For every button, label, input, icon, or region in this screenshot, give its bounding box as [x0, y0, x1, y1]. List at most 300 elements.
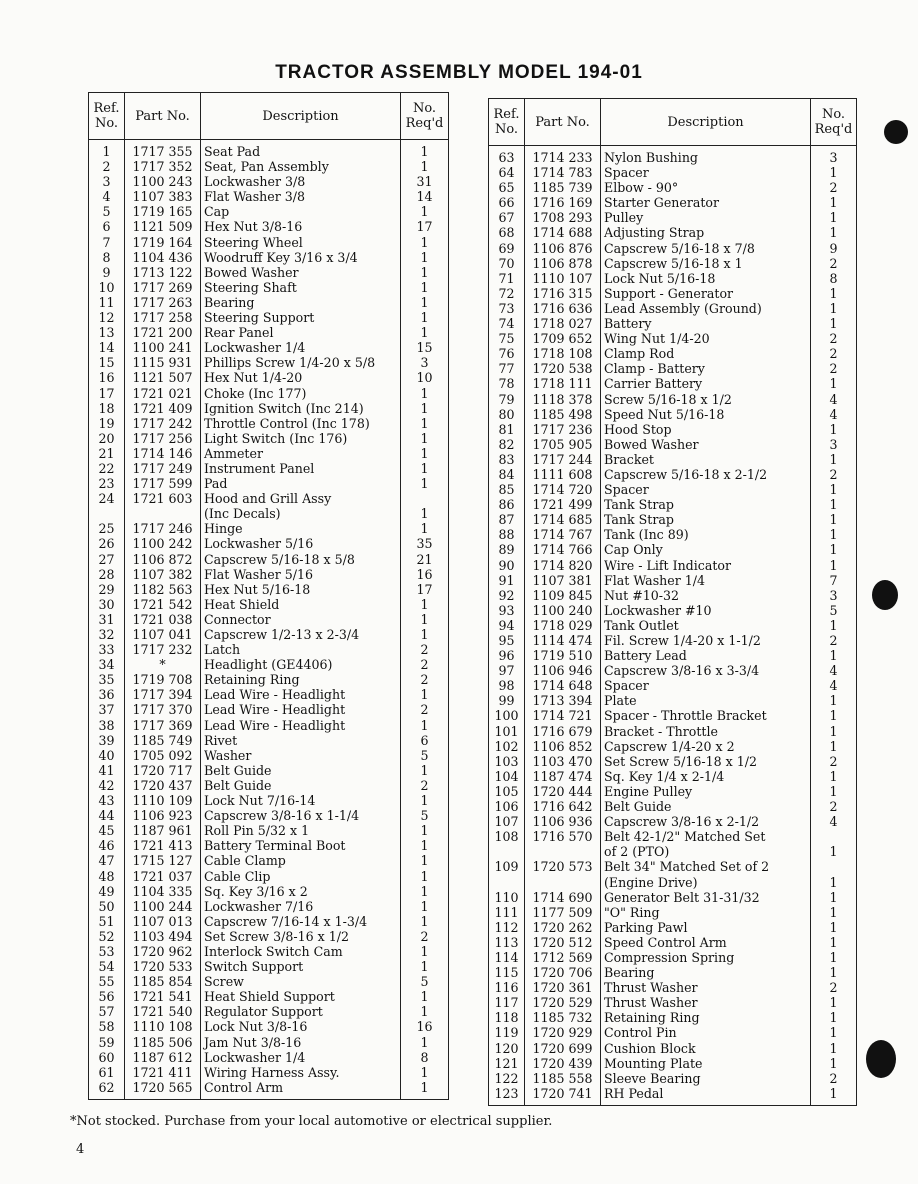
ref-number: 17: [89, 386, 125, 401]
table-row: [89, 386, 449, 401]
table-row: [89, 159, 449, 174]
description: Screw 5/16-18 x 1/2: [601, 392, 811, 407]
quantity: 8: [811, 271, 857, 286]
quantity: 15: [401, 340, 449, 355]
part-number: 1717 258: [125, 310, 201, 325]
table-row: [489, 1086, 857, 1106]
part-number: 1720 565: [125, 1080, 201, 1100]
part-number: 1104 335: [125, 884, 201, 899]
ref-number: 88: [489, 527, 525, 542]
part-number: 1717 249: [125, 461, 201, 476]
parts-table-right-body: [489, 146, 857, 1106]
table-row: [89, 370, 449, 385]
ref-number: 25: [89, 521, 125, 536]
table-row: [89, 250, 449, 265]
description: Lockwasher 5/16: [201, 536, 401, 551]
part-number: 1717 599: [125, 476, 201, 491]
part-number: 1106 936: [525, 814, 601, 829]
description: Seat, Pan Assembly: [201, 159, 401, 174]
table-row: [489, 422, 857, 437]
table-row: [489, 965, 857, 980]
table-row: [489, 980, 857, 995]
part-number: 1187 961: [125, 823, 201, 838]
header-ref: Ref. No.: [89, 93, 125, 140]
quantity: 2: [811, 799, 857, 814]
ref-number: 13: [89, 325, 125, 340]
part-number: 1716 642: [525, 799, 601, 814]
ref-number: 58: [89, 1019, 125, 1034]
description: "O" Ring: [601, 905, 811, 920]
ref-number: 28: [89, 567, 125, 582]
ref-number: 3: [89, 174, 125, 189]
table-row: [89, 174, 449, 189]
part-number: 1716 570: [525, 829, 601, 844]
part-number: 1716 679: [525, 724, 601, 739]
ref-number: 78: [489, 376, 525, 391]
table-row: [89, 552, 449, 567]
table-row: [489, 678, 857, 693]
ref-number: 62: [89, 1080, 125, 1100]
part-number: 1103 470: [525, 754, 601, 769]
ref-number: 47: [89, 853, 125, 868]
quantity: 4: [811, 392, 857, 407]
ref-number: 38: [89, 718, 125, 733]
description: Heat Shield Support: [201, 989, 401, 1004]
page-number: 4: [76, 1142, 85, 1157]
part-number: 1719 164: [125, 235, 201, 250]
table-row: [89, 1019, 449, 1034]
part-number: 1720 962: [125, 944, 201, 959]
part-number: 1705 905: [525, 437, 601, 452]
table-row: [489, 195, 857, 210]
quantity: 1: [811, 1086, 857, 1106]
part-number: 1714 721: [525, 708, 601, 723]
description: Compression Spring: [601, 950, 811, 965]
table-row: [489, 542, 857, 557]
quantity: 1: [811, 301, 857, 316]
ref-number: 9: [89, 265, 125, 280]
description: Spacer - Throttle Bracket: [601, 708, 811, 723]
ref-number: 16: [89, 370, 125, 385]
description: Lead Assembly (Ground): [601, 301, 811, 316]
header-description: Description: [201, 93, 401, 140]
quantity: 1: [401, 884, 449, 899]
table-row: [89, 355, 449, 370]
ref-number: 56: [89, 989, 125, 1004]
quantity: 1: [811, 542, 857, 557]
ref-number: 100: [489, 708, 525, 723]
description: Lockwasher 1/4: [201, 1050, 401, 1065]
quantity: 1: [811, 452, 857, 467]
part-number: 1716 169: [525, 195, 601, 210]
description: Hex Nut 1/4-20: [201, 370, 401, 385]
ref-number: 68: [489, 225, 525, 240]
description: Battery Lead: [601, 648, 811, 663]
quantity: 4: [811, 678, 857, 693]
part-number: 1720 573: [525, 859, 601, 874]
part-number: 1718 027: [525, 316, 601, 331]
ref-number: 95: [489, 633, 525, 648]
quantity: 1: [401, 461, 449, 476]
quantity: 8: [401, 1050, 449, 1065]
part-number: 1720 529: [525, 995, 601, 1010]
ref-number: 20: [89, 431, 125, 446]
part-number: 1714 767: [525, 527, 601, 542]
ref-number: 12: [89, 310, 125, 325]
table-row: [489, 165, 857, 180]
table-row: [489, 995, 857, 1010]
ref-number: 98: [489, 678, 525, 693]
table-row: [489, 346, 857, 361]
ref-number: 6: [89, 219, 125, 234]
table-row: [89, 1065, 449, 1080]
quantity: 2: [811, 331, 857, 346]
table-row: [89, 295, 449, 310]
ref-number: 34: [89, 657, 125, 672]
ref-number: 42: [89, 778, 125, 793]
ref-number: 69: [489, 241, 525, 256]
table-row: [89, 793, 449, 808]
description: Lockwasher 3/8: [201, 174, 401, 189]
ref-number: 63: [489, 146, 525, 166]
part-number: 1107 013: [125, 914, 201, 929]
ref-number: 81: [489, 422, 525, 437]
table-row: [489, 286, 857, 301]
quantity: 1: [401, 899, 449, 914]
ref-number: [89, 506, 125, 521]
description: Connector: [201, 612, 401, 627]
quantity: 1: [811, 1010, 857, 1025]
table-row: [89, 189, 449, 204]
quantity: 1: [811, 1025, 857, 1040]
description: Support - Generator: [601, 286, 811, 301]
table-row: [89, 325, 449, 340]
table-row: [489, 1025, 857, 1040]
ref-number: 82: [489, 437, 525, 452]
part-number: 1721 542: [125, 597, 201, 612]
table-row: [489, 693, 857, 708]
ref-number: 15: [89, 355, 125, 370]
quantity: 1: [401, 476, 449, 491]
part-number: 1716 315: [525, 286, 601, 301]
part-number: 1185 558: [525, 1071, 601, 1086]
description: Adjusting Strap: [601, 225, 811, 240]
table-row: [89, 506, 449, 521]
quantity: 10: [401, 370, 449, 385]
ref-number: 115: [489, 965, 525, 980]
ref-number: 19: [89, 416, 125, 431]
ref-number: 85: [489, 482, 525, 497]
description: Capscrew 5/16-18 x 2-1/2: [601, 467, 811, 482]
quantity: 14: [401, 189, 449, 204]
part-number: 1714 146: [125, 446, 201, 461]
description: Capscrew 7/16-14 x 1-3/4: [201, 914, 401, 929]
description: Speed Control Arm: [601, 935, 811, 950]
table-row: [489, 905, 857, 920]
quantity: 1: [401, 944, 449, 959]
description: Hood and Grill Assy: [201, 491, 401, 506]
part-number: 1719 165: [125, 204, 201, 219]
quantity: 2: [811, 754, 857, 769]
ref-number: 79: [489, 392, 525, 407]
quantity: 2: [811, 346, 857, 361]
description: Belt 34" Matched Set of 2: [601, 859, 811, 874]
description: Steering Support: [201, 310, 401, 325]
table-row: [89, 763, 449, 778]
part-number: 1713 122: [125, 265, 201, 280]
ref-number: 77: [489, 361, 525, 376]
quantity: 4: [811, 407, 857, 422]
description: Wing Nut 1/4-20: [601, 331, 811, 346]
ref-number: 120: [489, 1041, 525, 1056]
footnote: *Not stocked. Purchase from your local automotive or electrical supplier.: [70, 1114, 553, 1129]
description: Plate: [601, 693, 811, 708]
table-row: [89, 748, 449, 763]
binder-hole-mark: [866, 1040, 896, 1078]
ref-number: 30: [89, 597, 125, 612]
part-number: 1121 507: [125, 370, 201, 385]
quantity: 31: [401, 174, 449, 189]
table-row: [89, 959, 449, 974]
part-number: 1717 355: [125, 140, 201, 160]
table-row: [89, 597, 449, 612]
quantity: 1: [811, 769, 857, 784]
quantity: 1: [401, 853, 449, 868]
table-row: [489, 648, 857, 663]
quantity: 2: [811, 980, 857, 995]
table-row: [89, 265, 449, 280]
ref-number: 74: [489, 316, 525, 331]
quantity: 5: [401, 748, 449, 763]
ref-number: 89: [489, 542, 525, 557]
description: Capscrew 3/8-16 x 1-1/4: [201, 808, 401, 823]
table-row: [489, 1071, 857, 1086]
table-row: [489, 950, 857, 965]
ref-number: 105: [489, 784, 525, 799]
quantity: 1: [401, 1065, 449, 1080]
ref-number: 61: [89, 1065, 125, 1080]
ref-number: 55: [89, 974, 125, 989]
part-number: 1717 269: [125, 280, 201, 295]
quantity: 1: [401, 793, 449, 808]
ref-number: 31: [89, 612, 125, 627]
part-number: 1705 092: [125, 748, 201, 763]
description: Set Screw 5/16-18 x 1/2: [601, 754, 811, 769]
table-row: [89, 446, 449, 461]
quantity: 1: [401, 401, 449, 416]
part-number: 1187 474: [525, 769, 601, 784]
part-number: 1721 409: [125, 401, 201, 416]
header-ref: Ref. No.: [489, 99, 525, 146]
ref-number: 35: [89, 672, 125, 687]
table-row: [489, 256, 857, 271]
description: Lead Wire - Headlight: [201, 687, 401, 702]
description: Capscrew 3/8-16 x 3-3/4: [601, 663, 811, 678]
ref-number: 29: [89, 582, 125, 597]
description: Tank Strap: [601, 512, 811, 527]
quantity: 1: [811, 422, 857, 437]
description: Capscrew 1/4-20 x 2: [601, 739, 811, 754]
table-row: [89, 521, 449, 536]
quantity: 1: [401, 823, 449, 838]
quantity: 1: [401, 838, 449, 853]
ref-number: 96: [489, 648, 525, 663]
part-number: 1717 242: [125, 416, 201, 431]
ref-number: 67: [489, 210, 525, 225]
part-number: 1106 923: [125, 808, 201, 823]
header-description: Description: [601, 99, 811, 146]
ref-number: 111: [489, 905, 525, 920]
table-row: [89, 536, 449, 551]
part-number: 1106 876: [525, 241, 601, 256]
ref-number: 108: [489, 829, 525, 844]
description: Mounting Plate: [601, 1056, 811, 1071]
description: Cap Only: [601, 542, 811, 557]
quantity: 1: [401, 310, 449, 325]
description: Cable Clamp: [201, 853, 401, 868]
ref-number: 121: [489, 1056, 525, 1071]
description: RH Pedal: [601, 1086, 811, 1106]
quantity: 4: [811, 663, 857, 678]
quantity: 5: [401, 808, 449, 823]
quantity: 1: [811, 920, 857, 935]
table-row: [489, 512, 857, 527]
ref-number: 46: [89, 838, 125, 853]
quantity: 1: [811, 905, 857, 920]
part-number: 1717 232: [125, 642, 201, 657]
part-number: 1720 741: [525, 1086, 601, 1106]
description: Capscrew 5/16-18 x 1: [601, 256, 811, 271]
table-row: [89, 989, 449, 1004]
description: Capscrew 3/8-16 x 2-1/2: [601, 814, 811, 829]
quantity: [401, 491, 449, 506]
description: Ignition Switch (Inc 214): [201, 401, 401, 416]
description: Lockwasher 1/4: [201, 340, 401, 355]
part-number: 1721 603: [125, 491, 201, 506]
ref-number: 44: [89, 808, 125, 823]
ref-number: 71: [489, 271, 525, 286]
description: Belt Guide: [201, 763, 401, 778]
quantity: 1: [811, 648, 857, 663]
header-part: Part No.: [125, 93, 201, 140]
description: Pulley: [601, 210, 811, 225]
table-row: [89, 280, 449, 295]
quantity: 1: [401, 687, 449, 702]
ref-number: 104: [489, 769, 525, 784]
description: Cushion Block: [601, 1041, 811, 1056]
table-row: [489, 708, 857, 723]
quantity: 1: [811, 512, 857, 527]
part-number: 1185 854: [125, 974, 201, 989]
table-row: [89, 567, 449, 582]
part-number: 1712 569: [525, 950, 601, 965]
quantity: 1: [401, 763, 449, 778]
ref-number: 102: [489, 739, 525, 754]
quantity: 1: [811, 875, 857, 890]
description: Interlock Switch Cam: [201, 944, 401, 959]
ref-number: 94: [489, 618, 525, 633]
quantity: 5: [401, 974, 449, 989]
description: Washer: [201, 748, 401, 763]
ref-number: 119: [489, 1025, 525, 1040]
table-row: [489, 618, 857, 633]
ref-number: 4: [89, 189, 125, 204]
description: Bracket - Throttle: [601, 724, 811, 739]
quantity: 1: [401, 1004, 449, 1019]
table-row: [489, 527, 857, 542]
quantity: 1: [401, 235, 449, 250]
table-row: [489, 271, 857, 286]
quantity: 1: [811, 286, 857, 301]
table-row: [89, 401, 449, 416]
ref-number: 1: [89, 140, 125, 160]
binder-hole-mark: [884, 120, 908, 144]
quantity: 1: [811, 316, 857, 331]
quantity: 1: [401, 1035, 449, 1050]
table-row: [89, 808, 449, 823]
description: Generator Belt 31-31/32: [601, 890, 811, 905]
description: Heat Shield: [201, 597, 401, 612]
quantity: 2: [811, 1071, 857, 1086]
part-number: 1721 541: [125, 989, 201, 1004]
quantity: 17: [401, 582, 449, 597]
table-row: [489, 588, 857, 603]
ref-number: 107: [489, 814, 525, 829]
description: Bearing: [201, 295, 401, 310]
description: Flat Washer 3/8: [201, 189, 401, 204]
table-row: [489, 316, 857, 331]
part-number: 1100 240: [525, 603, 601, 618]
table-row: [89, 657, 449, 672]
quantity: 1: [811, 995, 857, 1010]
description: Steering Wheel: [201, 235, 401, 250]
table-row: [89, 140, 449, 160]
table-row: [489, 890, 857, 905]
ref-number: 27: [89, 552, 125, 567]
quantity: 1: [401, 718, 449, 733]
quantity: 2: [811, 256, 857, 271]
ref-number: 109: [489, 859, 525, 874]
ref-number: 11: [89, 295, 125, 310]
quantity: 1: [811, 210, 857, 225]
part-number: 1177 509: [525, 905, 601, 920]
description: Wire - Lift Indicator: [601, 558, 811, 573]
parts-table-left-body: [89, 140, 449, 1100]
ref-number: 43: [89, 793, 125, 808]
description: Switch Support: [201, 959, 401, 974]
part-number: 1718 108: [525, 346, 601, 361]
table-row: [89, 838, 449, 853]
table-row: [89, 627, 449, 642]
table-row: [489, 633, 857, 648]
part-number: 1719 510: [525, 648, 601, 663]
table-row: [89, 974, 449, 989]
ref-number: 45: [89, 823, 125, 838]
table-row: [89, 416, 449, 431]
table-row: [489, 180, 857, 195]
quantity: 1: [401, 446, 449, 461]
part-number: 1720 512: [525, 935, 601, 950]
description: Hood Stop: [601, 422, 811, 437]
description: Spacer: [601, 482, 811, 497]
description: Bowed Washer: [201, 265, 401, 280]
description: Rivet: [201, 733, 401, 748]
ref-number: 48: [89, 869, 125, 884]
table-row: [89, 778, 449, 793]
part-number: 1717 246: [125, 521, 201, 536]
description: Rear Panel: [201, 325, 401, 340]
description: Belt Guide: [201, 778, 401, 793]
